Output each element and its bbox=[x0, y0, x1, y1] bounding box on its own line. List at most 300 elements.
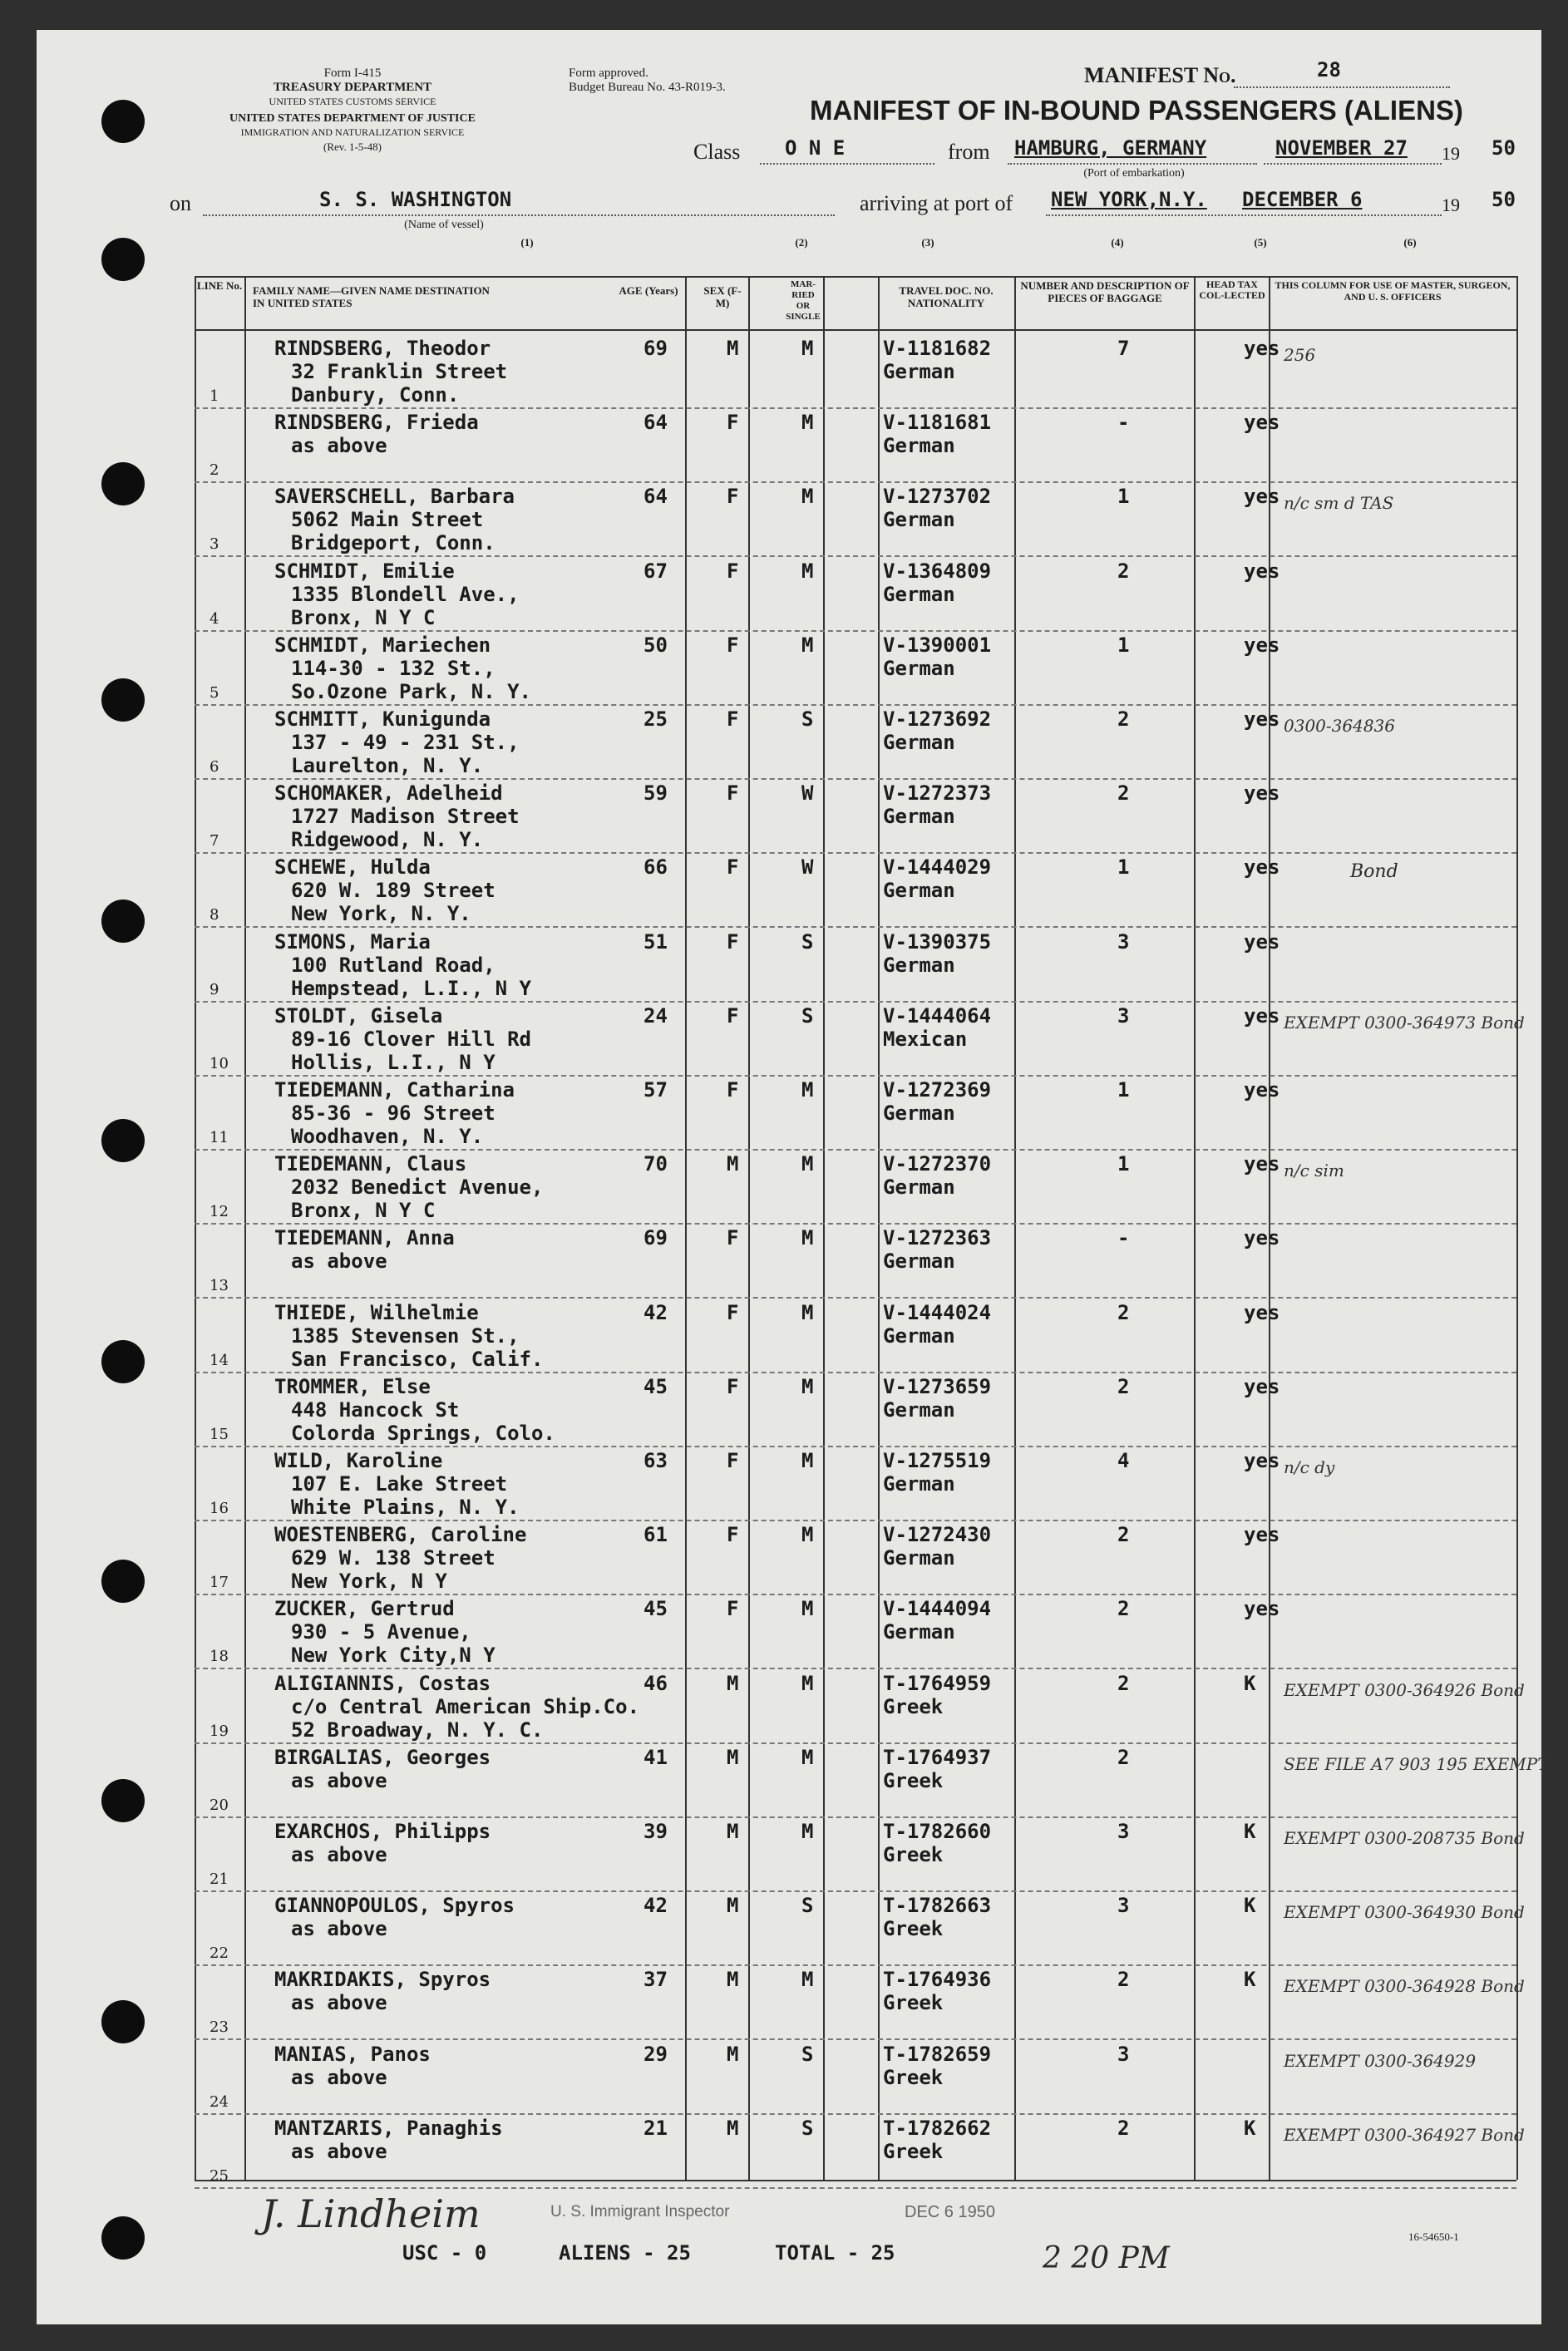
officer-note: n/c sm d TAS bbox=[1284, 493, 1394, 514]
line-number: 25 bbox=[210, 2166, 229, 2185]
age: 45 bbox=[643, 1374, 668, 1398]
age: 29 bbox=[643, 2042, 668, 2066]
col-number-1: (1) bbox=[520, 236, 534, 249]
baggage-count: 3 bbox=[1117, 1894, 1130, 1918]
travel-doc-number: V-1444094 bbox=[883, 1597, 992, 1621]
marital-status: S bbox=[801, 707, 814, 731]
travel-doc-number: V-1390001 bbox=[883, 633, 992, 657]
travel-doc-number: V-1272373 bbox=[883, 781, 992, 806]
vessel-caption: (Name of vessel) bbox=[404, 219, 484, 231]
baggage-count: 3 bbox=[1117, 2042, 1130, 2066]
age: 25 bbox=[643, 707, 668, 731]
line-number: 16 bbox=[210, 1500, 229, 1517]
nationality: Greek bbox=[883, 1991, 944, 2015]
travel-doc-number: T-1764936 bbox=[883, 1968, 992, 1992]
nationality: Mexican bbox=[883, 1027, 968, 1051]
class-line bbox=[760, 163, 934, 165]
address-line-2: White Plains, N. Y. bbox=[291, 1496, 520, 1519]
sex: F bbox=[727, 1597, 739, 1621]
sex: F bbox=[727, 781, 739, 806]
head-tax: K bbox=[1244, 1820, 1256, 1843]
officer-note: EXEMPT 0300-364928 Bond bbox=[1284, 1976, 1525, 1997]
age: 45 bbox=[643, 1597, 668, 1621]
baggage-count: 1 bbox=[1117, 485, 1130, 509]
inspection-date-stamp: DEC 6 1950 bbox=[905, 2203, 995, 2221]
aliens-count: ALIENS - 25 bbox=[559, 2241, 691, 2265]
baggage-count: 2 bbox=[1117, 1968, 1130, 1992]
class-value: O N E bbox=[785, 136, 846, 160]
head-tax: yes bbox=[1244, 1597, 1280, 1621]
travel-doc-number: V-1444029 bbox=[883, 855, 992, 880]
marital-status: M bbox=[801, 1152, 814, 1176]
col-number-2: (2) bbox=[795, 236, 808, 249]
age: 70 bbox=[643, 1152, 668, 1176]
travel-doc-number: V-1272430 bbox=[883, 1523, 992, 1547]
sex: F bbox=[727, 929, 739, 954]
officer-note: 256 bbox=[1284, 345, 1316, 365]
manifest-number-label: MANIFEST No. bbox=[1084, 63, 1236, 87]
address-line-1: 1727 Madison Street bbox=[291, 805, 520, 829]
marital-status: M bbox=[801, 1300, 814, 1324]
ins-service: IMMIGRATION AND NATURALIZATION SERVICE bbox=[240, 126, 465, 138]
revision: (Rev. 1-5-48) bbox=[323, 140, 382, 153]
travel-doc-number: V-1273659 bbox=[883, 1374, 992, 1398]
officer-note: n/c dy bbox=[1284, 1457, 1335, 1477]
arrival-year-prefix: 19 bbox=[1442, 195, 1460, 215]
marital-status: M bbox=[801, 1449, 814, 1472]
sex: F bbox=[727, 1078, 739, 1102]
address-line-1: 100 Rutland Road, bbox=[291, 953, 496, 977]
age: 51 bbox=[643, 929, 668, 954]
marital-status: M bbox=[801, 1523, 814, 1547]
marital-status: M bbox=[801, 633, 814, 657]
marital-status: W bbox=[801, 855, 814, 880]
nationality: German bbox=[883, 656, 955, 680]
baggage-count: 2 bbox=[1117, 1523, 1130, 1547]
table-row bbox=[195, 1965, 1525, 2040]
table-row bbox=[195, 1447, 1516, 1521]
travel-doc-number: V-1272363 bbox=[883, 1226, 992, 1250]
port-line bbox=[1008, 163, 1257, 165]
col-header-age: AGE (Years) bbox=[619, 284, 678, 297]
handwritten-note: Bond bbox=[1350, 861, 1398, 882]
baggage-count: - bbox=[1117, 1226, 1130, 1250]
officer-note: SEE FILE A7 903 195 EXEMPT bbox=[1284, 1753, 1549, 1774]
head-tax: yes bbox=[1244, 1226, 1280, 1250]
head-tax: yes bbox=[1244, 633, 1280, 657]
total-count: TOTAL - 25 bbox=[775, 2241, 895, 2265]
address-line-2: New York, N Y bbox=[291, 1570, 447, 1594]
line-number: 19 bbox=[210, 1722, 229, 1740]
treasury-dept: TREASURY DEPARTMENT bbox=[273, 81, 432, 94]
punch-hole bbox=[101, 1340, 145, 1383]
passenger-name: GIANNOPOULOS, Spyros bbox=[274, 1894, 515, 1918]
head-tax: yes bbox=[1244, 707, 1280, 731]
baggage-count: 2 bbox=[1117, 707, 1130, 731]
travel-doc-number: T-1764959 bbox=[883, 1671, 992, 1695]
age: 63 bbox=[643, 1449, 668, 1472]
head-tax: yes bbox=[1244, 1078, 1280, 1102]
age: 67 bbox=[643, 559, 668, 583]
nationality: German bbox=[883, 360, 955, 383]
passenger-name: WOESTENBERG, Caroline bbox=[274, 1523, 527, 1547]
age: 46 bbox=[643, 1671, 668, 1695]
nationality: German bbox=[883, 1472, 955, 1496]
address-line-2: Woodhaven, N. Y. bbox=[291, 1125, 484, 1148]
travel-doc-number: T-1782660 bbox=[883, 1820, 992, 1843]
baggage-count: 2 bbox=[1117, 1300, 1130, 1324]
travel-doc-number: T-1782662 bbox=[883, 2116, 992, 2140]
line-number: 20 bbox=[210, 1796, 229, 1814]
nationality: German bbox=[883, 1397, 955, 1422]
table-row bbox=[195, 1594, 1516, 1669]
table-row bbox=[195, 1669, 1525, 1744]
age: 57 bbox=[643, 1078, 668, 1102]
address-line-2: So.Ozone Park, N. Y. bbox=[291, 679, 531, 703]
table-row bbox=[195, 1224, 1516, 1299]
travel-doc-number: V-1444024 bbox=[883, 1300, 992, 1324]
nationality: Greek bbox=[883, 1843, 944, 1866]
sex: F bbox=[727, 1003, 739, 1028]
line-number: 9 bbox=[210, 980, 219, 998]
officer-note: n/c sim bbox=[1284, 1161, 1344, 1181]
passenger-name: THIEDE, Wilhelmie bbox=[274, 1300, 479, 1324]
passenger-name: ZUCKER, Gertrud bbox=[274, 1597, 455, 1621]
line-number: 2 bbox=[210, 461, 219, 480]
manifest-number-line bbox=[1234, 86, 1450, 88]
age: 69 bbox=[643, 1226, 668, 1250]
address-line-1: 1335 Blondell Ave., bbox=[291, 582, 520, 606]
passenger-name: MANIAS, Panos bbox=[274, 2042, 431, 2066]
embark-port: HAMBURG, GERMANY bbox=[1014, 136, 1207, 160]
head-tax: yes bbox=[1244, 1003, 1280, 1028]
age: 21 bbox=[643, 2116, 668, 2140]
sex: M bbox=[727, 1745, 739, 1769]
baggage-count: 1 bbox=[1117, 1078, 1130, 1102]
manifest-page bbox=[37, 30, 1549, 2324]
line-number: 17 bbox=[210, 1574, 229, 1592]
age: 50 bbox=[643, 633, 668, 657]
passenger-name: TIEDEMANN, Anna bbox=[274, 1226, 455, 1250]
punch-hole bbox=[101, 238, 145, 281]
line-number: 22 bbox=[210, 1944, 229, 1963]
passenger-name: RINDSBERG, Frieda bbox=[274, 411, 479, 435]
budget-bureau: Budget Bureau No. 43-R019-3. bbox=[569, 81, 726, 94]
line-number: 24 bbox=[210, 2092, 229, 2111]
table-row bbox=[195, 334, 1516, 409]
nationality: German bbox=[883, 953, 955, 977]
line-number: 1 bbox=[210, 387, 219, 405]
table-row bbox=[195, 1743, 1549, 1818]
baggage-count: 1 bbox=[1117, 633, 1130, 657]
nationality: German bbox=[883, 1176, 955, 1200]
address-line-1: c/o Central American Ship.Co. bbox=[291, 1694, 640, 1718]
line-number: 5 bbox=[210, 683, 219, 702]
sex: F bbox=[727, 707, 739, 731]
depart-date-line bbox=[1264, 163, 1442, 165]
travel-doc-number: T-1782663 bbox=[883, 1894, 992, 1918]
age: 69 bbox=[643, 337, 668, 360]
age: 66 bbox=[643, 855, 668, 880]
travel-doc-number: V-1272369 bbox=[883, 1078, 992, 1102]
baggage-count: 1 bbox=[1117, 855, 1130, 880]
line-number: 3 bbox=[210, 535, 219, 554]
sex: M bbox=[727, 2042, 739, 2066]
address-line-2: Colorda Springs, Colo. bbox=[291, 1421, 555, 1445]
age: 41 bbox=[643, 1745, 668, 1769]
manifest-number: 28 bbox=[1317, 58, 1341, 81]
address-line-1: 107 E. Lake Street bbox=[291, 1472, 508, 1496]
officer-note: EXEMPT 0300-208735 Bond bbox=[1284, 1828, 1525, 1848]
travel-doc-number: V-1444064 bbox=[883, 1003, 992, 1028]
table-row bbox=[195, 779, 1516, 854]
port-caption: (Port of embarkation) bbox=[1083, 167, 1185, 180]
address-line-1: 114-30 - 132 St., bbox=[291, 656, 496, 680]
sex: F bbox=[727, 1523, 739, 1547]
marital-status: S bbox=[801, 929, 814, 954]
line-number: 14 bbox=[210, 1351, 229, 1369]
address-line-2: Bronx, N Y C bbox=[291, 605, 436, 629]
approval-block bbox=[569, 67, 818, 95]
address-line-2: Laurelton, N. Y. bbox=[291, 754, 484, 777]
address-line-1: 448 Hancock St bbox=[291, 1397, 460, 1422]
officer-note: EXEMPT 0300-364973 Bond bbox=[1284, 1012, 1525, 1033]
nationality: German bbox=[883, 879, 955, 903]
head-tax: yes bbox=[1244, 855, 1280, 880]
officer-note: 0300-364836 bbox=[1284, 716, 1396, 736]
address-line-2: Hempstead, L.I., N Y bbox=[291, 976, 531, 1000]
handwritten-time: 2 20 PM bbox=[1043, 2241, 1170, 2275]
address-line-1: as above bbox=[291, 434, 387, 458]
table-row bbox=[195, 1150, 1516, 1225]
marital-status: W bbox=[801, 781, 814, 806]
depart-year-prefix: 19 bbox=[1442, 143, 1460, 164]
address-line-1: 32 Franklin Street bbox=[291, 360, 508, 383]
address-line-2: 52 Broadway, N. Y. C. bbox=[291, 1718, 544, 1742]
table-row bbox=[195, 705, 1516, 780]
sex: M bbox=[727, 337, 739, 360]
punch-hole bbox=[101, 1119, 145, 1162]
nationality: German bbox=[883, 1323, 955, 1348]
marital-status: S bbox=[801, 1003, 814, 1028]
head-tax: K bbox=[1244, 1894, 1256, 1918]
inspector-signature: J. Lindheim bbox=[261, 2191, 481, 2236]
baggage-count: 2 bbox=[1117, 559, 1130, 583]
sex: F bbox=[727, 1374, 739, 1398]
marital-status: M bbox=[801, 1374, 814, 1398]
baggage-count: 2 bbox=[1117, 2116, 1130, 2140]
officer-note: EXEMPT 0300-364927 Bond bbox=[1284, 2124, 1525, 2145]
col-number-3: (3) bbox=[921, 236, 934, 249]
marital-status: S bbox=[801, 2042, 814, 2066]
marital-status: M bbox=[801, 1820, 814, 1843]
col-number-4: (4) bbox=[1111, 236, 1124, 249]
line-number: 18 bbox=[210, 1648, 229, 1666]
address-line-1: as above bbox=[291, 1768, 387, 1792]
nationality: Greek bbox=[883, 1694, 944, 1718]
punch-hole bbox=[101, 462, 145, 505]
table-row bbox=[195, 1521, 1516, 1595]
punch-hole bbox=[101, 899, 145, 943]
head-tax: yes bbox=[1244, 1449, 1280, 1472]
class-label: Class bbox=[693, 140, 741, 164]
table-row bbox=[195, 2114, 1525, 2189]
table-header-rule bbox=[195, 329, 1516, 331]
line-number: 13 bbox=[210, 1277, 229, 1295]
table-row bbox=[195, 2040, 1516, 2115]
travel-doc-number: V-1275519 bbox=[883, 1449, 992, 1472]
baggage-count: 7 bbox=[1117, 337, 1130, 360]
table-row bbox=[195, 1299, 1516, 1373]
travel-doc-number: V-1390375 bbox=[883, 929, 992, 954]
sex: M bbox=[727, 1820, 739, 1843]
sex: F bbox=[727, 1226, 739, 1250]
baggage-count: - bbox=[1117, 411, 1130, 435]
vessel-line bbox=[203, 214, 835, 216]
punch-hole bbox=[101, 1779, 145, 1822]
address-line-1: 85-36 - 96 Street bbox=[291, 1102, 496, 1125]
line-number: 23 bbox=[210, 2018, 229, 2037]
punch-hole bbox=[101, 2216, 145, 2260]
address-line-2: Bridgeport, Conn. bbox=[291, 531, 496, 555]
sex: F bbox=[727, 485, 739, 509]
nationality: German bbox=[883, 1546, 955, 1570]
officer-note: EXEMPT 0300-364930 Bond bbox=[1284, 1902, 1525, 1923]
table-row bbox=[195, 1891, 1525, 1966]
passenger-name: RINDSBERG, Theodor bbox=[274, 337, 491, 360]
form-number: Form I-415 bbox=[323, 67, 382, 80]
marital-status: M bbox=[801, 337, 814, 360]
marital-status: M bbox=[801, 1078, 814, 1102]
nationality: German bbox=[883, 582, 955, 606]
line-number: 6 bbox=[210, 758, 219, 776]
col-header-sex: SEX (F-M) bbox=[703, 284, 742, 309]
address-line-2: Hollis, L.I., N Y bbox=[291, 1050, 496, 1074]
punch-hole bbox=[101, 1560, 145, 1603]
on-label: on bbox=[170, 191, 191, 215]
nationality: German bbox=[883, 1620, 955, 1644]
address-line-1: as above bbox=[291, 1917, 387, 1941]
sex: M bbox=[727, 1968, 739, 1992]
passenger-name: TIEDEMANN, Claus bbox=[274, 1152, 467, 1176]
address-line-1: 620 W. 189 Street bbox=[291, 879, 496, 903]
col-header-tax: HEAD TAX COL-LECTED bbox=[1199, 278, 1265, 301]
nationality: German bbox=[883, 805, 955, 829]
head-tax: yes bbox=[1244, 1523, 1280, 1547]
manifest-title: MANIFEST OF IN-BOUND PASSENGERS (ALIENS) bbox=[810, 95, 1463, 126]
passenger-name: SCHMIDT, Emilie bbox=[274, 559, 455, 583]
passenger-name: STOLDT, Gisela bbox=[274, 1003, 443, 1028]
travel-doc-number: V-1181681 bbox=[883, 411, 992, 435]
baggage-count: 2 bbox=[1117, 1671, 1130, 1695]
address-line-2: San Francisco, Calif. bbox=[291, 1347, 544, 1371]
passenger-name: WILD, Karoline bbox=[274, 1449, 443, 1472]
nationality: Greek bbox=[883, 1917, 944, 1941]
col-header-travel: TRAVEL DOC. NO. NATIONALITY bbox=[899, 284, 994, 309]
address-line-2: New York City,N Y bbox=[291, 1644, 496, 1668]
age: 59 bbox=[643, 781, 668, 806]
arrival-date: DECEMBER 6 bbox=[1242, 188, 1363, 211]
passenger-name: TIEDEMANN, Catharina bbox=[274, 1078, 515, 1102]
age: 61 bbox=[643, 1523, 668, 1547]
passenger-name: ALIGIANNIS, Costas bbox=[274, 1671, 491, 1695]
head-tax: yes bbox=[1244, 929, 1280, 954]
form-footer-code: 16-54650-1 bbox=[1408, 2230, 1459, 2243]
address-line-1: 629 W. 138 Street bbox=[291, 1546, 496, 1570]
line-number: 4 bbox=[210, 609, 219, 628]
address-line-1: 2032 Benedict Avenue, bbox=[291, 1176, 544, 1200]
passenger-name: EXARCHOS, Philipps bbox=[274, 1820, 491, 1843]
nationality: German bbox=[883, 434, 955, 458]
marital-status: M bbox=[801, 559, 814, 583]
passenger-name: SCHMIDT, Mariechen bbox=[274, 633, 491, 657]
passenger-name: SCHEWE, Hulda bbox=[274, 855, 431, 880]
nationality: Greek bbox=[883, 2139, 944, 2163]
marital-status: M bbox=[801, 1745, 814, 1769]
travel-doc-number: V-1364809 bbox=[883, 559, 992, 583]
nationality: German bbox=[883, 1249, 955, 1274]
passenger-name: SCHMITT, Kunigunda bbox=[274, 707, 491, 731]
table-row bbox=[195, 1002, 1525, 1077]
table-row bbox=[195, 557, 1516, 632]
sex: M bbox=[727, 1671, 739, 1695]
address-line-1: as above bbox=[291, 2139, 387, 2163]
marital-status: S bbox=[801, 2116, 814, 2140]
baggage-count: 3 bbox=[1117, 1820, 1130, 1843]
nationality: German bbox=[883, 731, 955, 754]
head-tax: yes bbox=[1244, 1300, 1280, 1324]
sex: F bbox=[727, 411, 739, 435]
head-tax: yes bbox=[1244, 485, 1280, 509]
passenger-name: BIRGALIAS, Georges bbox=[274, 1745, 491, 1769]
address-line-2: New York, N. Y. bbox=[291, 902, 471, 926]
usc-count: USC - 0 bbox=[402, 2241, 487, 2265]
travel-doc-number: V-1273692 bbox=[883, 707, 992, 731]
arrival-year: 50 bbox=[1492, 188, 1516, 211]
address-line-2: Bronx, N Y C bbox=[291, 1199, 436, 1223]
depart-year: 50 bbox=[1492, 136, 1516, 160]
inspector-label: U. S. Immigrant Inspector bbox=[550, 2203, 730, 2220]
col-header-baggage: NUMBER AND DESCRIPTION OF PIECES OF BAGGAGE bbox=[1020, 279, 1190, 304]
table-top-rule bbox=[195, 276, 1516, 278]
col-divider bbox=[1516, 276, 1518, 2180]
passenger-name: SCHOMAKER, Adelheid bbox=[274, 781, 503, 806]
marital-status: M bbox=[801, 1968, 814, 1992]
table-row bbox=[195, 1373, 1516, 1447]
address-line-1: 5062 Main Street bbox=[291, 508, 484, 532]
passenger-name: TROMMER, Else bbox=[274, 1374, 431, 1398]
sex: F bbox=[727, 1449, 739, 1472]
passenger-name: SAVERSCHELL, Barbara bbox=[274, 485, 515, 509]
head-tax: yes bbox=[1244, 1152, 1280, 1176]
marital-status: M bbox=[801, 1597, 814, 1621]
col-number-5: (5) bbox=[1254, 236, 1267, 249]
address-line-1: 89-16 Clover Hill Rd bbox=[291, 1027, 531, 1051]
age: 42 bbox=[643, 1894, 668, 1918]
address-line-2: Danbury, Conn. bbox=[291, 383, 460, 407]
age: 24 bbox=[643, 1003, 668, 1028]
head-tax: K bbox=[1244, 1671, 1256, 1695]
age: 37 bbox=[643, 1968, 668, 1992]
table-row bbox=[195, 928, 1516, 1003]
col-header-married: MAR-RIED OR SINGLE bbox=[786, 279, 821, 322]
sex: F bbox=[727, 855, 739, 880]
line-number: 7 bbox=[210, 832, 219, 850]
marital-status: M bbox=[801, 1226, 814, 1250]
baggage-count: 1 bbox=[1117, 1152, 1130, 1176]
table-row bbox=[195, 482, 1516, 557]
head-tax: yes bbox=[1244, 559, 1280, 583]
